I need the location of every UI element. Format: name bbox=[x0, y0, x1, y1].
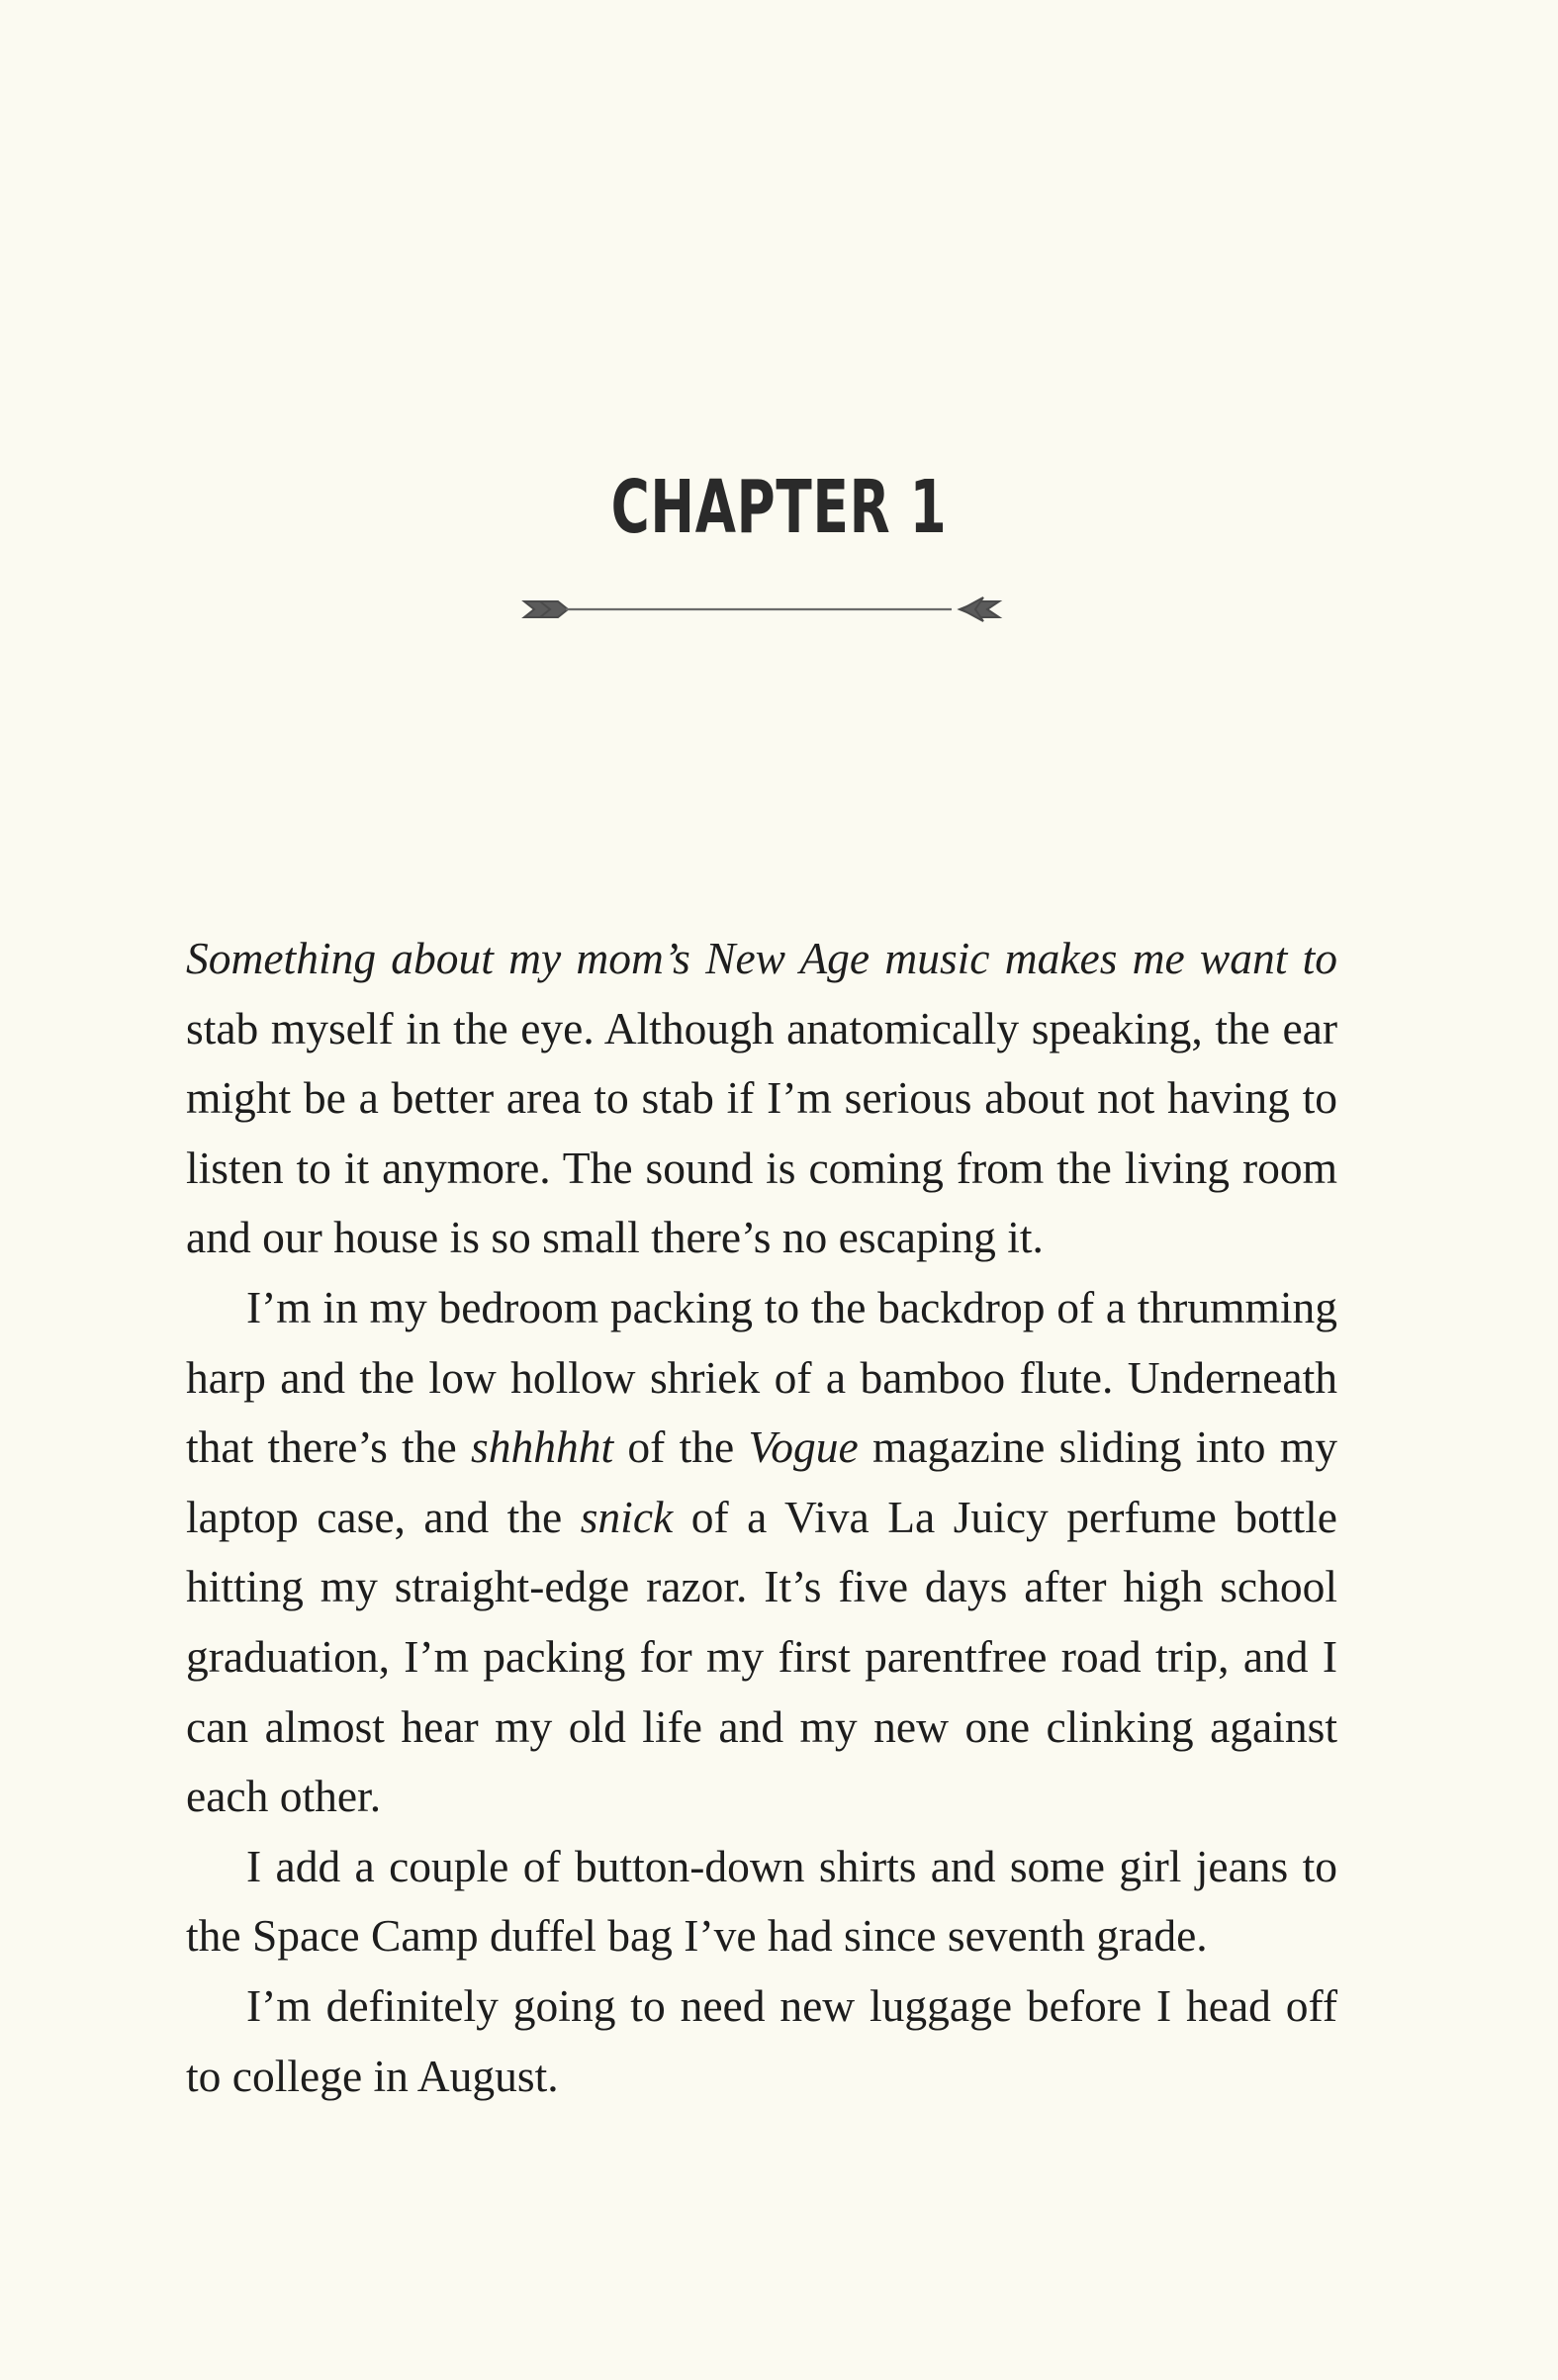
text-segment: I add a couple of button-down shirts and some girl jeans to the Space Camp duffel bag I’ve had since seventh grade. bbox=[186, 1840, 1337, 1962]
paragraph bbox=[186, 924, 1337, 1273]
paragraph bbox=[186, 1971, 1337, 2111]
paragraph bbox=[186, 1273, 1337, 1832]
italic-text: Something about my mom’s New Age music makes me want to bbox=[186, 933, 1337, 983]
italic-text: shhhhht bbox=[470, 1421, 614, 1473]
text-segment: of the bbox=[613, 1421, 749, 1473]
text-segment: magazine sliding into my laptop case, and the bbox=[186, 1421, 1337, 1542]
arrow-divider-icon bbox=[518, 588, 1005, 631]
chapter-title: CHAPTER 1 bbox=[610, 465, 948, 550]
text-segment: stab myself in the eye. Although anatomically speaking, the ear might be a better area to stab if I’m serious about not having to listen to it anymore. The sound is coming from the living room and our house is so small there’s no escaping it. bbox=[186, 1002, 1337, 1263]
paragraph bbox=[186, 1832, 1337, 1971]
text-segment: I’m definitely going to need new luggage before I head off to college in August. bbox=[186, 1979, 1337, 2101]
italic-text: snick bbox=[580, 1491, 674, 1542]
chapter-body-text bbox=[186, 924, 1337, 2111]
italic-text: Vogue bbox=[748, 1421, 859, 1473]
text-segment: of a Viva La Juicy perfume bottle hitting my straight-edge razor. It’s five days after high school graduation, I’m packing for my first parentfree road trip, and I can almost hear my old life and my new one clinking against each other. bbox=[186, 1491, 1337, 1822]
text-segment: I’m in my bedroom packing to the backdrop of a thrumming harp and the low hollow shriek of a bamboo flute. Underneath that there’s the bbox=[186, 1281, 1337, 1473]
